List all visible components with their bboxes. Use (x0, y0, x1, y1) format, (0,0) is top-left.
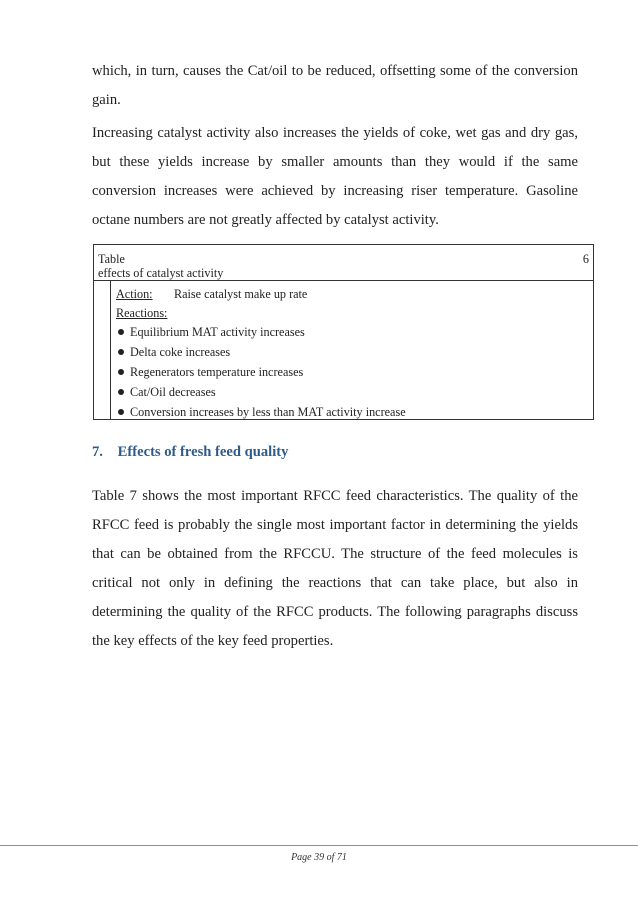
list-item: Cat/Oil decreases (116, 384, 406, 404)
list-item: Conversion increases by less than MAT activity increase (116, 404, 406, 424)
table-catalyst-activity (93, 244, 594, 420)
table-subtitle: effects of catalyst activity (98, 266, 224, 280)
table-body (94, 280, 593, 419)
section-heading (92, 444, 288, 461)
table-action-label: Action: (116, 287, 153, 301)
bullet-icon (118, 349, 124, 355)
table-title: Table (98, 252, 125, 266)
page-number: Page 39 of 71 (291, 852, 347, 863)
table-reactions-list (116, 324, 406, 424)
bullet-icon (118, 409, 124, 415)
bullet-icon (118, 389, 124, 395)
table-action-value: Raise catalyst make up rate (174, 287, 308, 301)
list-item: Delta coke increases (116, 344, 406, 364)
footer-divider (0, 845, 638, 846)
section-title: Effects of fresh feed quality (117, 444, 289, 460)
paragraph-feed-characteristics: Table 7 shows the most important RFCC feed characteristics. The quality of the RFCC feed is probably the single most important factor in determining the yields that can be obtained from the RFCCU. The structure of the feed molecules is critical not only in defining the reactions that can take place, but also in determining the quality of the RFCC products. The following paragraphs discuss the key effects of the key feed properties. (92, 488, 578, 649)
list-item: Equilibrium MAT activity increases (116, 324, 406, 344)
paragraph-conversion-gain: which, in turn, causes the Cat/oil to be reduced, offsetting some of the conversion gain. (92, 63, 578, 108)
table-action-row (116, 286, 308, 302)
paragraph-catalyst-activity-yields: Increasing catalyst activity also increases the yields of coke, wet gas and dry gas, but these yields increase by smaller amounts than they would if the same conversion increases were achieved by increasing riser temperature. Gasoline octane numbers are not greatly affected by catalyst activity. (92, 125, 578, 228)
bullet-icon (118, 329, 124, 335)
table-number: 6 (582, 252, 589, 266)
section-number: 7. (92, 444, 103, 460)
table-left-rule (110, 281, 111, 419)
bullet-icon (118, 369, 124, 375)
table-reactions-label: Reactions: (116, 306, 168, 320)
list-item: Regenerators temperature increases (116, 364, 406, 384)
